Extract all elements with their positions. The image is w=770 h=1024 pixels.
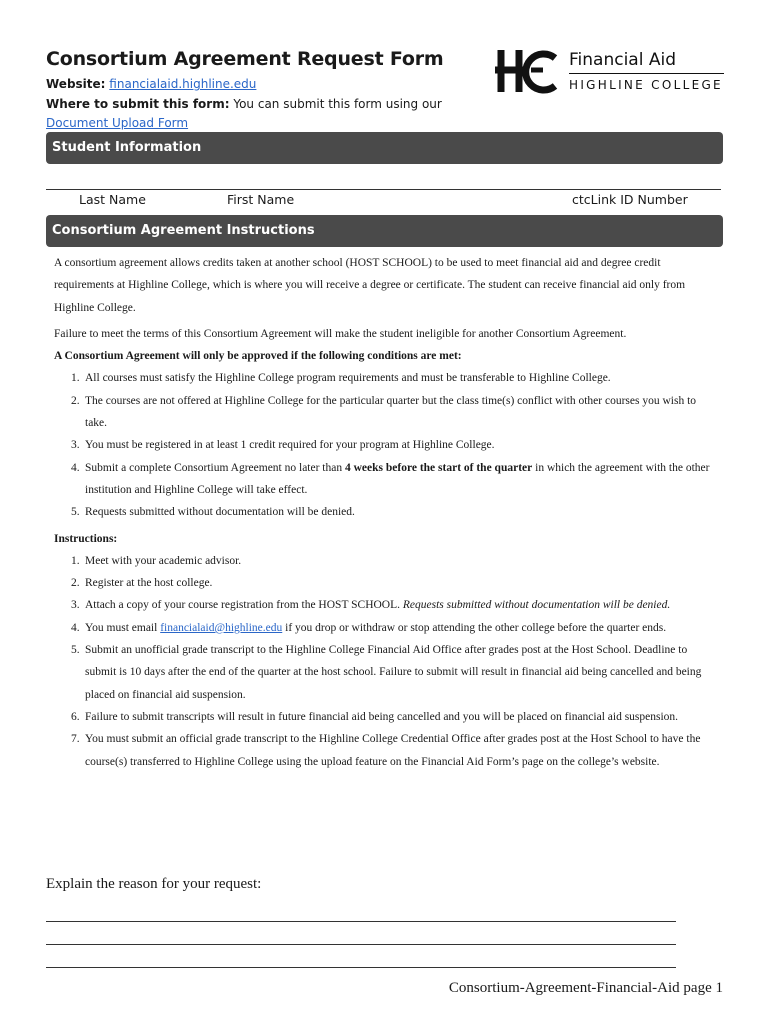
instructions-heading: Consortium Agreement Instructions [46, 215, 723, 247]
student-info-line [46, 189, 721, 190]
first-name-label: First Name [227, 192, 295, 207]
list-item: 3. You must be registered in at least 1 credit required for your program at Highline College. [71, 439, 495, 452]
submit-text: You can submit this form using our [233, 97, 442, 111]
logo-divider [569, 73, 724, 74]
hc-logo-icon [491, 46, 561, 96]
failure-paragraph: Failure to meet the terms of this Consortium Agreement will make the student ineligible for another Consortium Agreement. [54, 327, 627, 340]
submit-row [46, 97, 442, 111]
upload-row [46, 116, 188, 130]
explain-line-1[interactable] [46, 921, 676, 922]
conditions-list [54, 367, 714, 523]
last-name-label: Last Name [79, 192, 146, 207]
website-label: Website: [46, 77, 106, 91]
intro-paragraph: A consortium agreement allows credits taken at another school (HOST SCHOOL) to be used to meet financial aid and degree credit requirements at Highline College, which is where you will receive a degree or certificate. The student can receive financial aid only from Highline College. [54, 257, 686, 314]
instructions-list [54, 550, 714, 773]
website-row [46, 77, 256, 91]
conditions-heading: A Consortium Agreement will only be approved if the following conditions are met: [54, 350, 462, 363]
list-item: 4. You must email financialaid@highline.edu if you drop or withdraw or stop attending the other college before the quarter ends. [71, 621, 667, 634]
explain-line-2[interactable] [46, 944, 676, 945]
list-item: 3. Attach a copy of your course registration from the HOST SCHOOL. Requests submitted without documentation will be denied. [71, 599, 671, 612]
ctclink-id-label: ctcLink ID Number [572, 192, 688, 207]
list-item: 7. You must submit an official grade transcript to the Highline College Credential Office after grades post at the Host School to have the course(s) transferred to Highline College using the upload feature on the Financial Aid Form’s page on the college’s website. [71, 733, 701, 768]
highline-logo [491, 46, 726, 96]
instructions-body [54, 252, 714, 773]
list-item: 1. All courses must satisfy the Highline College program requirements and must be transferable to Highline College. [71, 372, 611, 385]
list-item: 2. Register at the host college. [71, 577, 213, 590]
submit-label: Where to submit this form: [46, 97, 230, 111]
upload-form-link[interactable]: Document Upload Form [46, 116, 189, 130]
list-item: 5. Requests submitted without documentation will be denied. [71, 506, 355, 519]
form-title: Consortium Agreement Request Form [46, 48, 444, 70]
logo-title: Financial Aid [569, 50, 676, 70]
list-item: 4. Submit a complete Consortium Agreement no later than 4 weeks before the start of the quarter in which the agreement with the other institution and Highline College will take effect. [71, 461, 710, 496]
website-link[interactable]: financialaid.highline.edu [109, 77, 257, 91]
list-item: 1. Meet with your academic advisor. [71, 554, 242, 567]
page-footer: Consortium-Agreement-Financial-Aid page 1 [448, 980, 723, 996]
instructions-subheading: Instructions: [54, 532, 118, 545]
student-info-heading: Student Information [46, 132, 723, 164]
logo-subtitle: HIGHLINE COLLEGE [569, 78, 723, 92]
explain-line-3[interactable] [46, 967, 676, 968]
list-item: 2. The courses are not offered at Highline College for the particular quarter but the class time(s) conflict with other courses you wish to take. [71, 394, 697, 430]
email-link[interactable]: financialaid@highline.edu [160, 621, 283, 634]
explain-label: Explain the reason for your request: [46, 876, 262, 892]
list-item: 5. Submit an unofficial grade transcript to the Highline College Financial Aid Office after grades post at the Host School. Deadline to submit is 10 days after the end of the quarter at the host school. Failure to submit will result in financial aid being cancelled and being placed on financial aid suspension. [71, 644, 702, 701]
list-item: 6. Failure to submit transcripts will result in future financial aid being cancelled and you will be placed on financial aid suspension. [71, 710, 679, 723]
